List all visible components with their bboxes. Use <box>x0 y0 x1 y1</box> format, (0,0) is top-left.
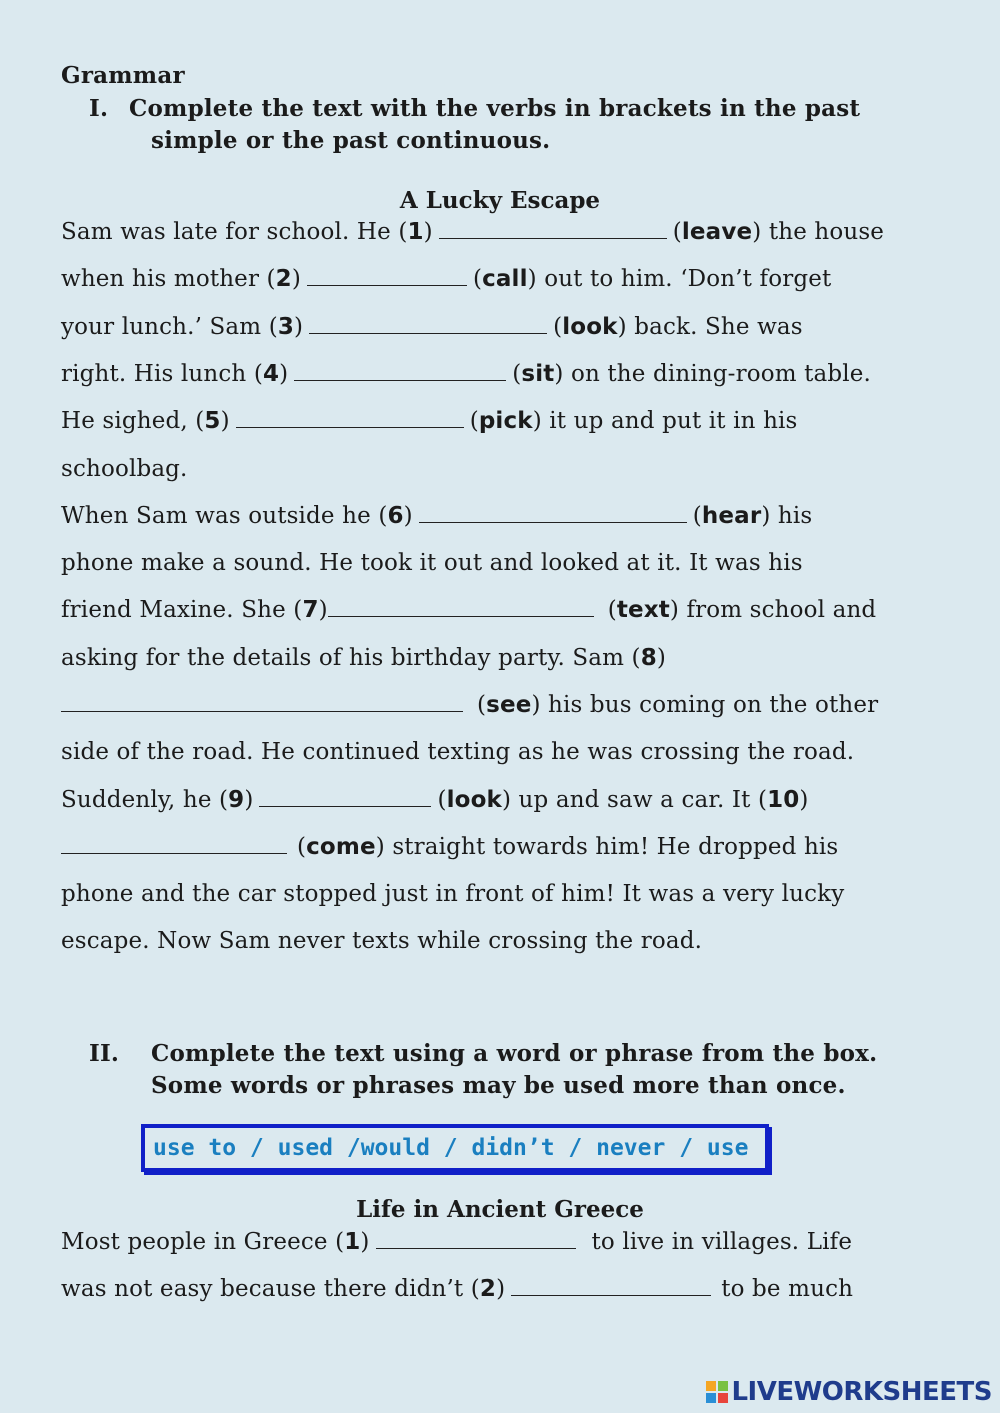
ex1-line-1: Sam was late for school. He (1) (leave) the house <box>61 219 885 245</box>
exercise2-instruction <box>89 1038 969 1102</box>
answer-blank-2[interactable] <box>307 267 467 286</box>
word-box-text: use to / used /would / didn’t / never / use <box>153 1135 749 1161</box>
exercise2-number: II. <box>89 1040 120 1067</box>
answer-blank-4[interactable] <box>294 362 506 381</box>
answer-blank-7[interactable] <box>328 598 594 617</box>
answer-blank-6[interactable] <box>419 504 687 523</box>
liveworksheets-logo <box>706 1377 992 1407</box>
word-box <box>141 1124 769 1172</box>
ex1-line-8: phone make a sound. He took it out and looked at it. It was his <box>61 550 803 576</box>
logo-mark-icon <box>706 1381 728 1403</box>
answer-blank-5[interactable] <box>236 409 464 428</box>
exercise2-instruction-line2: Some words or phrases may be used more than once. <box>151 1072 846 1099</box>
logo-text: LIVEWORKSHEETS <box>731 1377 992 1407</box>
section-label: Grammar <box>61 62 185 89</box>
answer-blank-3[interactable] <box>309 315 547 334</box>
ex1-line-14: (come) straight towards him! He dropped his <box>61 834 961 860</box>
ex1-line-7: When Sam was outside he (6) (hear) his <box>61 503 813 529</box>
ex1-line-6: schoolbag. <box>61 456 188 482</box>
story-title: A Lucky Escape <box>399 187 601 214</box>
exercise2-instruction-line1: Complete the text using a word or phrase from the box. <box>151 1040 878 1067</box>
answer-blank-10[interactable] <box>61 835 287 854</box>
ex1-line-10: asking for the details of his birthday party. Sam (8) <box>61 645 666 671</box>
ex1-line-4: right. His lunch (4) (sit) on the dining-room table. <box>61 361 871 387</box>
ex1-line-11: (see) his bus coming on the other <box>61 692 961 718</box>
exercise1-instruction-line1: Complete the text with the verbs in brackets in the past <box>129 95 861 122</box>
ex2-answer-blank-2[interactable] <box>511 1277 711 1296</box>
ex2-line-2: was not easy because there didn’t (2) to be much <box>61 1276 854 1302</box>
ex1-line-5: He sighed, (5) (pick) it up and put it in his <box>61 408 798 434</box>
answer-blank-9[interactable] <box>259 788 431 807</box>
ex1-line-15: phone and the car stopped just in front of him! It was a very lucky <box>61 881 845 907</box>
ex1-line-13: Suddenly, he (9) (look) up and saw a car. It (10) <box>61 787 809 813</box>
answer-blank-1[interactable] <box>439 220 667 239</box>
ex1-line-2: when his mother (2) (call) out to him. ‘Don’t forget <box>61 266 832 292</box>
exercise1-number: I. <box>89 95 109 122</box>
ex1-line-16: escape. Now Sam never texts while crossing the road. <box>61 928 703 954</box>
ex2-line-1: Most people in Greece (1) to live in villages. Life <box>61 1229 853 1255</box>
answer-blank-8[interactable] <box>61 693 463 712</box>
exercise1-instruction-line2: simple or the past continuous. <box>151 127 551 154</box>
ex1-line-3: your lunch.’ Sam (3) (look) back. She was <box>61 314 803 340</box>
story-title-2: Life in Ancient Greece <box>356 1196 644 1223</box>
ex1-line-9: friend Maxine. She (7) (text) from school and <box>61 597 877 623</box>
ex2-answer-blank-1[interactable] <box>376 1230 576 1249</box>
exercise1-instruction <box>89 93 969 157</box>
ex1-line-12: side of the road. He continued texting as he was crossing the road. <box>61 739 855 765</box>
